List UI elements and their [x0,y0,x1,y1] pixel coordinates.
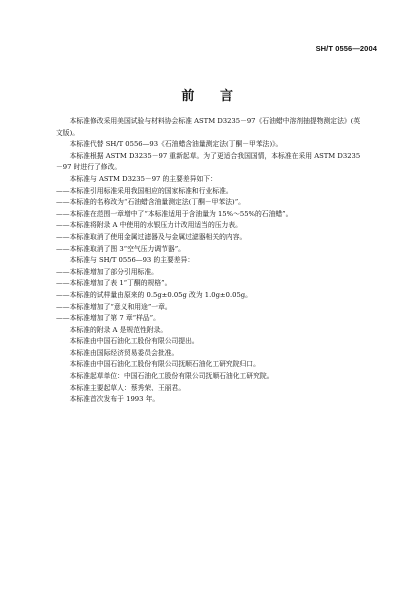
foreword-body [56,116,366,406]
list-item-astm-diff: ——本标准将附录 A 中使用的水银压力计改用适当的压力表。 [56,221,242,230]
paragraph-redrafted: 本标准根据 ASTM D3235－97 重新起草。为了更适合我国国情，本标准在采用 ASTM D3235－97 时进行了修改。 [56,151,361,172]
list-item-astm-diff: ——本标准引用标准采用我国相应的国家标准和行业标准。 [56,186,233,195]
list-item-astm-diff: ——本标准在范围一章增中了“本标准适用于含油量为 15%～55%的石油蜡”。 [56,209,293,218]
paragraph-replaces: 本标准代替 SH/T 0556—93《石油蜡含油量测定法(丁酮－甲苯法)》。 [69,140,283,149]
paragraph-first-issued: 本标准首次发布于 1993 年。 [69,395,160,404]
paragraph-administered-by: 本标准由中国石油化工股份有限公司抚顺石油化工研究院归口。 [69,360,260,369]
paragraph-proposed-by: 本标准由中国石油化工股份有限公司提出。 [69,337,199,346]
list-item-old-diff: ——本标准增加了部分引用标准。 [56,267,158,276]
paragraph-differences-old-heading: 本标准与 SH/T 0556—93 的主要差异： [69,256,195,265]
paragraph-drafting-unit: 本标准起草单位：中国石油化工股份有限公司抚顺石油化工研究院。 [69,372,274,381]
list-item-old-diff: ——本标准增加了“意义和用途”一章。 [56,302,172,311]
list-item-astm-diff: ——本标准取消了使用金属过滤器及与金属过滤器相关的内容。 [56,232,247,241]
list-item-astm-diff: ——本标准取消了图 3“空气压力调节器”。 [56,244,185,253]
list-item-astm-diff: ——本标准的名称改为“石油蜡含油量测定法(丁酮－甲苯法)”。 [56,198,245,207]
paragraph-approved-by: 本标准由国际经济贸易委员会批准。 [69,348,179,357]
paragraph-adoption: 本标准修改采用美国试验与材料协会标准 ASTM D3235－97《石油蜡中溶剂抽提物测定法》(英文版)。 [56,117,361,137]
standard-code-header: SH/T 0556—2004 [315,44,377,53]
page-title: 前 言 [181,89,234,104]
paragraph-differences-astm-heading: 本标准与 ASTM D3235－97 的主要差异如下： [69,174,217,183]
list-item-old-diff: ——本标准增加了表 1“丁酮的规格”。 [56,279,172,288]
list-item-old-diff: ——本标准的试样量由原来的 0.5g±0.05g 改为 1.0g±0.05g。 [56,290,252,299]
list-item-old-diff: ——本标准增加了第 7 章“样品”。 [56,314,160,323]
paragraph-annex: 本标准的附录 A 是规范性附录。 [69,325,168,334]
paragraph-drafters: 本标准主要起草人：蔡秀荣、王丽君。 [69,383,186,392]
